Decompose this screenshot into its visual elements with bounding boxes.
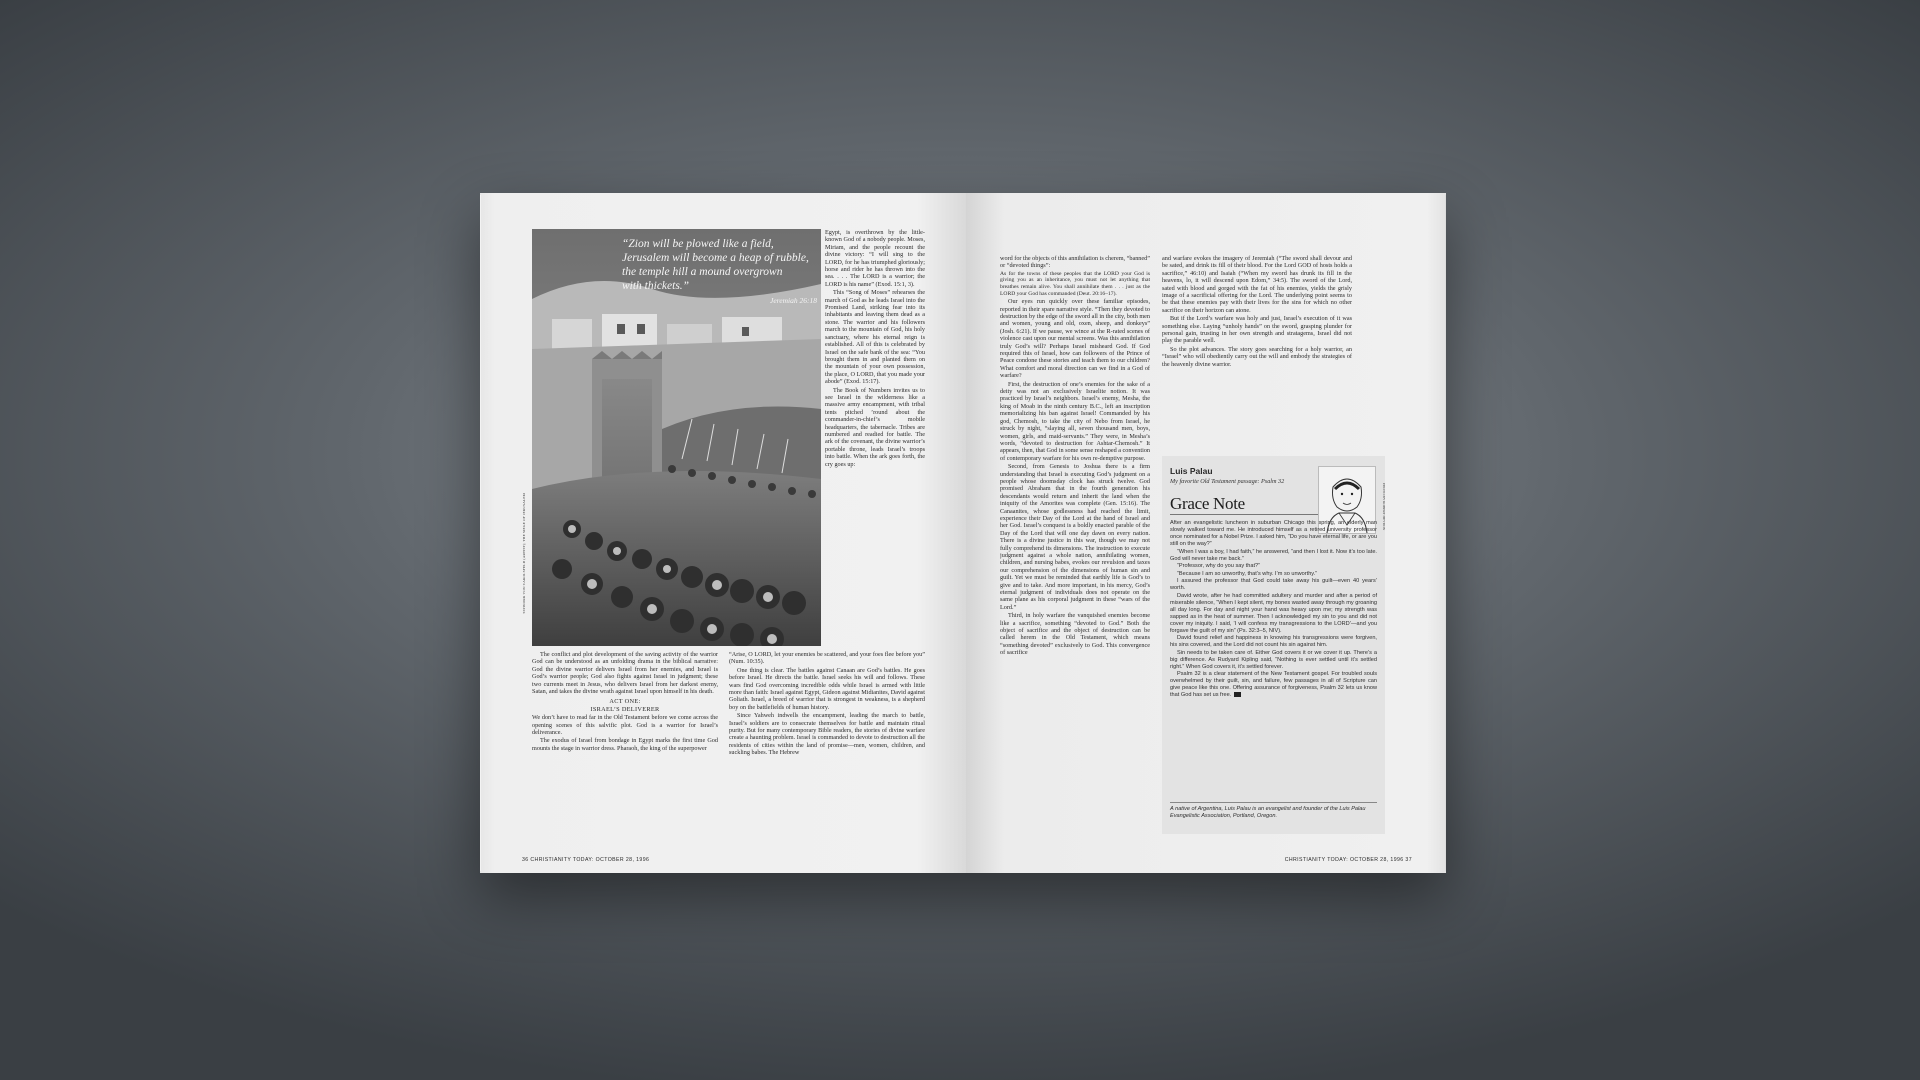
right-page-edge [1445,195,1446,871]
quote-line-3: the temple hill a mound overgrown [622,266,783,278]
block-quote: As for the towns of these peoples that the LORD your God is giving you as an inheritance, you must not let anything that breathes remain alive. You shall annihilate them . . . just as the LORD your God has commanded (Deut. 20:16–17). [1000,270,1150,297]
paragraph: We don’t have to read far in the Old Testament before we come across the opening scenes of this salvific plot. God is a warrior for Israel’s deliverance. [532,714,718,737]
right-folio: CHRISTIANITY TODAY: OCTOBER 28, 1996 37 [1284,857,1412,863]
siege-illustration [532,229,821,646]
left-col2-bottom [729,651,925,847]
author-bio: A native of Argentina, Luis Palau is an evangelist and founder of the Luis Palau Evangelistic Association, Portland, Oregon. [1170,802,1377,820]
paragraph: word for the objects of this annihilation is cherem, “banned” or “devoted things”: [1000,255,1150,270]
paragraph: Since Yahweh indwells the encampment, leading the march to battle, Israel’s soldiers are to consecrate themselves for battle and maintain ritual purity. But for many contemporary Bible readers, the stories of divine warfare create a haunting problem. Israel is commanded to devote to destruction all the residents of cities within the land of promise—men, women, children, and suckling babes. The Hebrew [729,712,925,757]
paragraph: First, the destruction of one’s enemies for the sake of a deity was not an exclusively Israelite notion. It was practiced by Israel’s neighbors. Israel’s enemy, Mesha, the king of Moab in the ninth century B.C., left an inscription memorializing his ban against Israel! Commanded by his god, Chemosh, to take the city of Nebo from Israel, he struck by night, “slaying all, seven thousand men, boys, women, girls, and maid-servants.” They were, in Mesha’s words, “devoted to destruction for Ashtar-Chemosh.” It appears, then, that God in some sense reshaped a convention of contemporary warfare for his own re-demptive purpose. [1000,380,1150,462]
paragraph: David wrote, after he had committed adultery and murder and after a period of miserable silence, “When I kept silent, my bones wasted away through my groaning all day long. For day and night your hand was heavy upon me; my strength was sapped as in the heat of summer. Then I acknowledged my sin to you and did not cover my iniquity. I said, ‘I will confess my transgressions to the LORD’—and you forgave the guilt of my sin” (Ps. 32:3–5, NIV). [1170,592,1377,634]
paragraph: One thing is clear. The battles against Canaan are God’s battles. He goes before Israel. He directs the battle. Israel seeks his will and follows. These wars find God overcoming incredible odds while Israel is armed with little more than faith: Israel against Egypt, Gideon against Midianites, David against Goliath. Israel, a breed of warrior that is strongest in weakness, is a shepherd boy on the battlefields of human history. [729,666,925,711]
paragraph: “When I was a boy, I had faith,” he answered, “and then I lost it. Now it’s too late. God will never take me back.” [1170,548,1377,562]
quote-line-4: with thickets.” [622,280,690,292]
paragraph: Second, from Genesis to Joshua there is a firm understanding that Israel is executing God’s judgment on a people whose doomsday clock has struck twelve. God promised Abraham that in the fourth generation his descendants would return and inherit the land when the iniquity of the Amorites was complete (Gen. 15:16). The Canaanites, whose godlessness had reached the limit, experience their Day of the Lord at the hand of Israel and her God. Israel’s conquest is a boldly enacted parable of the Day of the Lord that will one day dawn on every nation. There is a divine justice in this war, though we may not fully comprehend its dimensions. The instruction to execute judgment against a whole nation, annihilating women, children, and nursing babes, evokes our revulsion and taxes our comprehension of the dimensions of human sin and guilt. Yet we must be reminded that earthly life is God’s to give and to take. And more important, in his mercy, God’s eternal judgment of individuals does not operate on the same plane as his corporal judgment in these “wars of the Lord.” [1000,463,1150,611]
right-page [966,193,1446,873]
illustration-credit: SCHNORR VON CAROLSFELD (ARTIST); THE SIEGE OF JERUSALEM [522,493,526,614]
illustration-quote [622,237,817,308]
paragraph: “Because I am so unworthy, that’s why. I’m so unworthy.” [1177,570,1318,577]
paragraph: Our eyes run quickly over these familiar episodes, reported in their spare narrative style. “Then they devoted to destruction by the edge of the sword all in the city, both men and women, young and old, oxen, sheep, and donkeys” (Josh. 6:21). If we pause, we wince at the R-rated scenes of violence cast upon our mental screens. Was this annihilation truly God’s will? Perhaps Israel misheard God. If God required this of Israel, how can followers of the Prince of Peace condone these stories and teach them to our children? What comfort and moral direction can we find in a God of warfare? [1000,298,1150,380]
paragraph: “Professor, why do you say that?” [1177,563,1261,569]
quote-line-2: Jerusalem will become a heap of rubble, [622,252,809,264]
paragraph: David found relief and happiness in knowing his transgressions were forgiven, his sins covered, and the Lord did not count his sin against him. [1170,635,1377,648]
left-folio: 36 CHRISTIANITY TODAY: OCTOBER 28, 1996 [522,857,650,863]
subhead-act: ACT ONE: [609,698,641,706]
paragraph: But if the Lord’s warfare was holy and just, Israel’s execution of it was something else. Laying “unholy hands” on the sword, grasping plunder for personal gain, trusting in her own strength and stratagems, Israel did not play the parable well. [1162,315,1352,345]
sidebar-favorite-passage: My favorite Old Testament passage: Psalm 32 [1170,478,1285,485]
paragraph: Sin needs to be taken care of. Either God covers it or we cover it up. There’s a big difference. As Rudyard Kipling said, “Nothing is ever settled until it’s settled right.” When God covers it, it’s settled forever. [1170,649,1377,670]
paragraph: The exodus of Israel from bondage in Egypt marks the first time God mounts the stage in warrior dress. Pharaoh, the king of the superpower [532,737,718,752]
sidebar-body [1170,520,1377,700]
quote-line-1: “Zion will be plowed like a field, [622,238,774,250]
right-col1 [1000,255,1150,835]
paragraph-text: Psalm 32 is a clear statement of the New Testament gospel. For troubled souls overwhelmed by their guilt, sin, and failure, few passages in all of Scripture can give peace like this one. Offering assurance of forgiveness, Psalm 32 lets us know that God has set us free. [1170,671,1377,698]
paragraph: “Arise, O LORD, let your enemies be scattered, and your foes flee before you” (Num. 10:35). [729,651,925,666]
paragraph: After an evangelistic luncheon in suburban Chicago this spring, an elderly man slowly walked toward me. He introduced himself as a retired university professor once nominated for a Nobel Prize. I asked him, “Do you have eternal life, or are you still on the way?” [1170,520,1377,547]
subhead-title: ISRAEL’S DELIVERER [590,705,660,713]
paragraph: This “Song of Moses” rehearses the march of God as he leads Israel into the Promised Land, striking fear into its inhabitants and leaving them dead as a stone. The warrior and his followers march to the mountain of God, his holy sanctuary, where his eternal reign is established. All of this is celebrated by Israel on the safe bank of the sea: “You brought them in and planted them on the mountain of your own possession, the place, O LORD, that you made your abode” (Exod. 15:17). [825,289,925,386]
quote-citation: Jeremiah 26:18 [770,296,817,305]
paragraph: The conflict and plot development of the saving activity of the warrior God can be understood as an unfolding drama in the biblical narrative: God the divine warrior delivers Israel from her enemies, and Israel is God’s warrior people; God also fights against Israel in judgment; these two currents meet in Jesus, who delivers Israel from her darkest enemy, Satan, and takes the divine wrath against Israel upon himself in his death. [532,651,718,696]
sidebar-author: Luis Palau [1170,466,1213,476]
grace-note-sidebar [1162,456,1385,834]
paragraph: The Book of Numbers invites us to see Israel in the wilderness like a massive army encampment, with tribal tents pitched ’round about the commander-in-chief’s mobile headquarters, the tabernacle. Tribes are numbered and readied for battle. The ark of the covenant, the divine warrior’s portable throne, leads Israel’s troops into battle. When the ark goes forth, the cry goes up: [825,386,925,468]
paragraph: So the plot advances. The story goes searching for a holy warrior, an “Israel” who will obediently carry out the will and embody the strategies of the heavenly divine warrior. [1162,345,1352,368]
end-mark-icon [1234,692,1241,697]
portrait-credit: PHOTO BY ROBERT HEYDON [1382,483,1386,531]
left-page [480,193,967,873]
magazine-spread [480,193,1446,873]
paragraph: Third, in holy warfare the vanquished enemies become like a sacrifice, something “devoted to God.” Both the object of sacrifice and the object of destruction can be called herem in the Old Testament, which means “something devoted” exclusively to God. This convergence of sacrifice [1000,612,1150,657]
right-col2 [1162,255,1352,451]
sidebar-title: Grace Note [1170,494,1245,513]
paragraph: I assured the professor that God could take away his guilt—even 40 years’ worth. [1170,578,1377,591]
paragraph: Egypt, is overthrown by the little-known God of a nobody people. Moses, Miriam, and the people recount the divine victory: “I will sing to the LORD, for he has triumphed gloriously; horse and rider he has thrown into the sea. . . . The LORD is a warrior; the LORD is his name” (Exod. 15:1, 3). [825,229,925,288]
section-subhead [532,698,718,713]
paragraph-last [1170,671,1377,699]
left-col1-bottom [532,651,718,847]
paragraph: and warfare evokes the imagery of Jeremiah (“The sword shall devour and be sated, and drink its fill of their blood. For the Lord GOD of hosts holds a sacrifice,” 46:10) and Isaiah (“When my sword has drunk its fill in the heavens, lo, it will descend upon Edom,” 34:5). The sword of the Lord, sated with blood and gorged with the fat of his enemies, yields the grisly image of a sacrificial offering for the Lord. The underlying point seems to be that these enemies pay with their lives for the sins for which no other sacrifice on their horizon can atone. [1162,255,1352,314]
left-col2-top [825,229,925,646]
sidebar-rule [1170,514,1320,515]
left-page-edge [480,195,481,871]
